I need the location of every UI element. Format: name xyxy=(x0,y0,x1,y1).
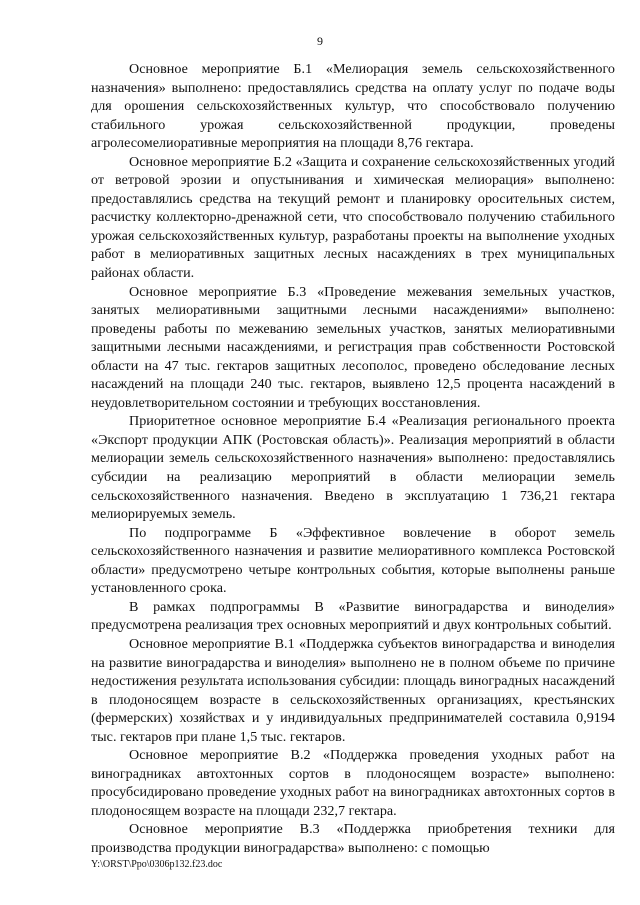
paragraph-b4: Приоритетное основное мероприятие Б.4 «Реализация регионального проекта «Экспорт продукции АПК (Ростовская область)». Реализация мероприятий в области мелиорации земель сельскохозяйственного назначения» выполнено: предоставлялись субсидии на реализацию мероприятий в области мелиорации земель сельскохозяйственного назначения. Введено в эксплуатацию 1 736,21 гектара мелиорируемых земель. xyxy=(91,413,615,523)
page-number: 9 xyxy=(317,34,323,48)
paragraph-b3: Основное мероприятие Б.3 «Проведение межевания земельных участков, занятых мелиоративными защитными лесными насаждениями» выполнено: проведены работы по межеванию земельных участков, занятых мелиоративными защитными лесными насаждениями, и регистрация прав собственности Ростовской области на 47 тыс. гектаров защитных лесополос, проведено обследование лесных насаждений на площади 240 тыс. гектаров, выявлено 12,5 процента насаждений в неудовлетворительном состоянии и требующих восстановления. xyxy=(91,283,615,411)
paragraph-v2: Основное мероприятие В.2 «Поддержка проведения уходных работ на виноградниках автохтонных сортов в плодоносящем возрасте» выполнено: просубсидировано проведение уходных работ на виноградниках автохтонных сортов в плодоносящем возрасте на площади 232,7 гектара. xyxy=(91,747,615,819)
document-body xyxy=(91,60,615,858)
paragraph-subprogram-v-intro: В рамках подпрограммы В «Развитие виноградарства и виноделия» предусмотрена реализация трех основных мероприятий и двух контрольных событий. xyxy=(91,598,615,634)
paragraph-subprogram-b-summary: По подпрограмме Б «Эффективное вовлечение в оборот земель сельскохозяйственного назначения и развитие мелиоративного комплекса Ростовской области» предусмотрено четыре контрольных события, которые выполнены раньше установленного срока. xyxy=(91,524,615,597)
paragraph-b2: Основное мероприятие Б.2 «Защита и сохранение сельскохозяйственных угодий от ветровой эрозии и опустынивания и химическая мелиорация» выполнено: предоставлялись средства на текущий ремонт и планировку оросительных систем, расчистку коллекторно-дренажной сети, что способствовало получению стабильного урожая сельскохозяйственных культур, разработаны проекты на выполнение уходных работ в мелиоративных защитных лесных насаждениях в трех муниципальных районах области. xyxy=(91,153,615,282)
file-path-footer: Y:\ORST\Ppo\0306p132.f23.doc xyxy=(91,859,223,870)
paragraph-v1: Основное мероприятие В.1 «Поддержка субъектов виноградарства и виноделия на развитие виноградарства и виноделия» выполнено не в полном объеме по причине недостижения результата использования субсидии: площадь виноградных насаждений в плодоносящем возрасте в сельскохозяйственных организациях, крестьянских (фермерских) хозяйствах и у индивидуальных предпринимателей составила 0,9194 тыс. гектаров при плане 1,5 тыс. гектаров. xyxy=(91,635,615,745)
paragraph-v3: Основное мероприятие В.3 «Поддержка приобретения техники для производства продукции виноградарства» выполнено: с помощью xyxy=(91,821,615,856)
paragraph-b1: Основное мероприятие Б.1 «Мелиорация земель сельскохозяйственного назначения» выполнено: предоставлялись средства на оплату услуг по подаче воды для орошения сельскохозяйственных культур, что способствовало получению стабильного урожая сельскохозяйственной продукции, проведены агролесомелиоративные мероприятия на площади 8,76 гектара. xyxy=(91,61,615,152)
